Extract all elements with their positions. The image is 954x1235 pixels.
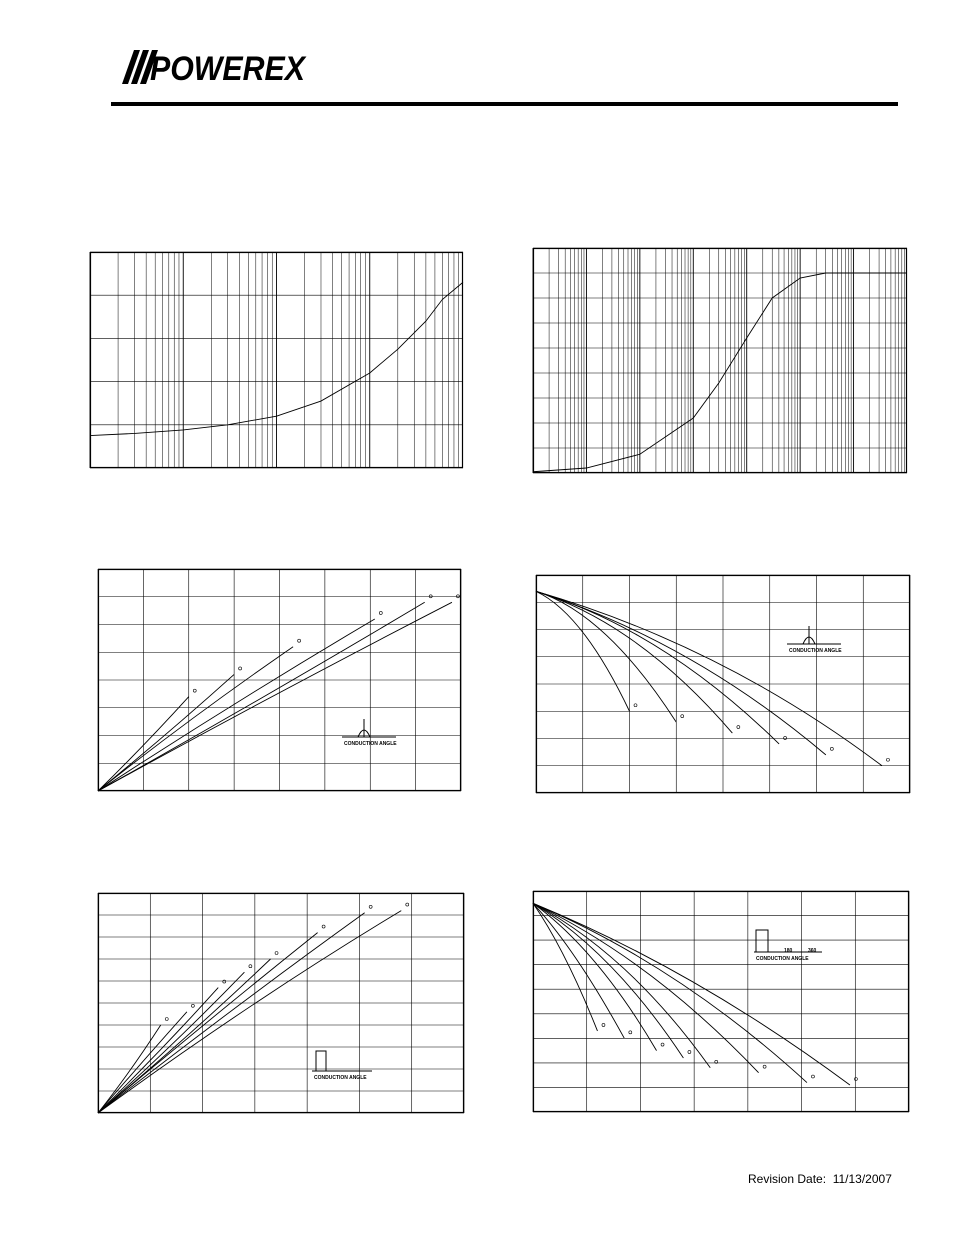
inset-d [785, 622, 855, 662]
series-end-marker [602, 1023, 605, 1026]
logo-wordmark: POWEREX [150, 50, 308, 88]
series-end-marker [830, 747, 833, 750]
conduction-angle-label: CONDUCTION ANGLE [314, 1075, 367, 1081]
series-end-marker [298, 639, 301, 642]
series-end-marker [223, 980, 226, 983]
series-end-marker [429, 595, 432, 598]
series-line-3 [98, 647, 293, 791]
series-end-marker [406, 903, 409, 906]
series-line-6 [536, 591, 882, 765]
series-line-4 [536, 591, 779, 744]
revision-date: Revision Date: 11/13/2007 [748, 1172, 892, 1186]
chart-f [533, 891, 909, 1112]
inset-c [340, 715, 410, 755]
series-end-marker [193, 689, 196, 692]
series-end-marker [191, 1004, 194, 1007]
chart-e [98, 893, 464, 1113]
series-end-marker [165, 1018, 168, 1021]
mark-360: 360 [808, 948, 817, 954]
series-end-marker [886, 758, 889, 761]
sine-wave-inset-icon [340, 715, 410, 755]
series-line-6 [533, 903, 759, 1072]
header-rule [111, 102, 898, 106]
series-end-marker [456, 595, 459, 598]
series-end-marker [275, 952, 278, 955]
plot-frame [534, 892, 909, 1112]
series-end-marker [737, 726, 740, 729]
series-end-marker [634, 704, 637, 707]
inset-f [752, 926, 832, 966]
series-line-2 [98, 1012, 187, 1113]
series-end-marker [661, 1043, 664, 1046]
series-end-marker [784, 736, 787, 739]
mark-180: 180 [784, 948, 793, 954]
series-end-marker [681, 715, 684, 718]
series-line-4 [98, 972, 244, 1113]
chart-a [90, 252, 463, 468]
chart-d [536, 575, 910, 793]
series-end-marker [249, 965, 252, 968]
sine-wave-inset-icon [785, 622, 855, 662]
chart-c [98, 569, 461, 791]
series-line-5 [536, 591, 826, 755]
series-end-marker [379, 611, 382, 614]
series-line-4 [98, 619, 375, 791]
plot-frame [534, 249, 907, 473]
series-end-marker [369, 905, 372, 908]
series-end-marker [811, 1075, 814, 1078]
conduction-angle-label: CONDUCTION ANGLE [789, 648, 842, 654]
conduction-angle-label: CONDUCTION ANGLE [344, 741, 397, 747]
series-end-marker [688, 1050, 691, 1053]
series-line-3 [98, 988, 218, 1113]
series-line-6 [98, 602, 452, 791]
powerex-logo [120, 46, 310, 88]
series-line-2 [98, 674, 234, 791]
chart-b [533, 248, 907, 473]
series-end-marker [629, 1031, 632, 1034]
series-end-marker [854, 1077, 857, 1080]
series-line-4 [533, 903, 683, 1058]
conduction-angle-label: CONDUCTION ANGLE [756, 956, 809, 962]
inset-e [310, 1045, 380, 1085]
series-end-marker [322, 925, 325, 928]
series-end-marker [763, 1065, 766, 1068]
series-line-6 [98, 933, 318, 1113]
series-end-marker [239, 667, 242, 670]
series-line-5 [98, 602, 425, 791]
